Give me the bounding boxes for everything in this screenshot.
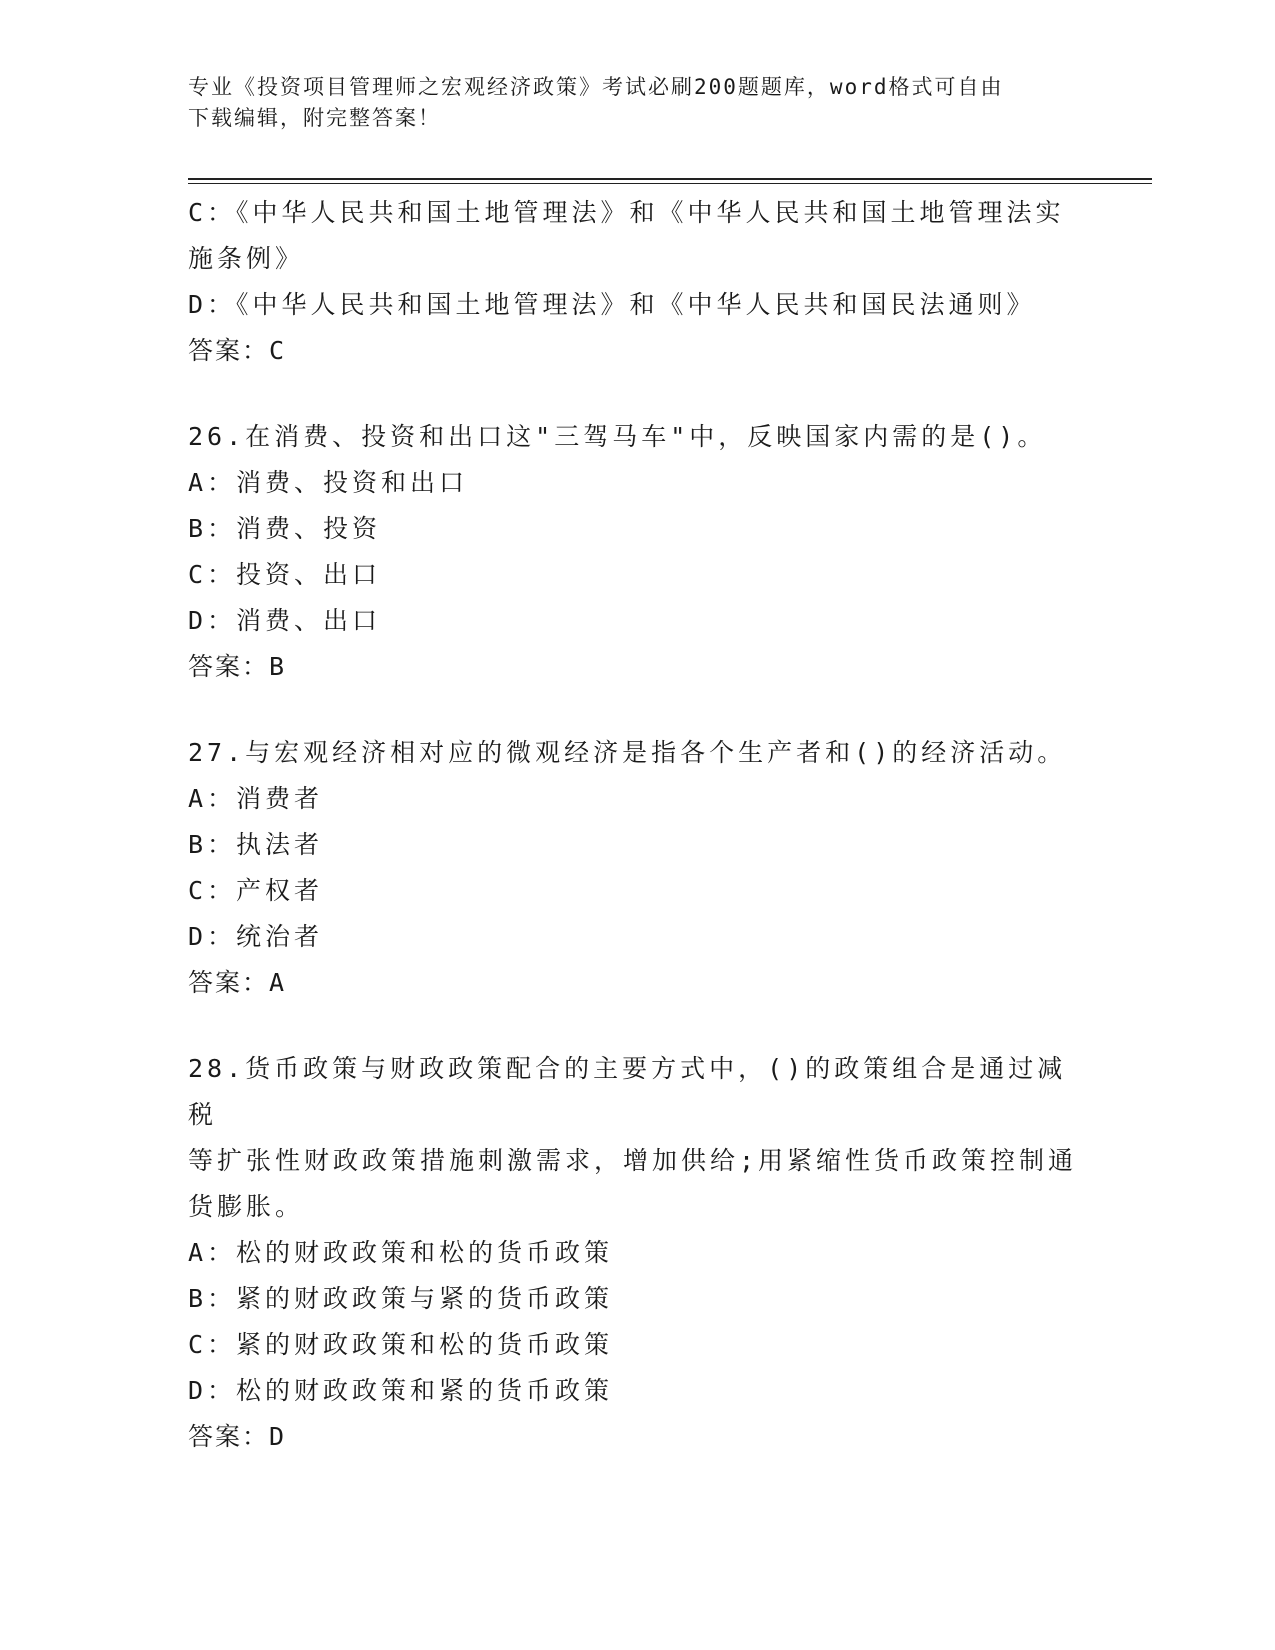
question-stem-line-3: 货膨胀。 [188, 1192, 305, 1221]
question-content [188, 190, 1088, 1460]
answer: 答案：C [188, 336, 287, 365]
question-26 [188, 414, 1088, 690]
option-a: A：消费者 [188, 784, 324, 813]
question-stem: 26.在消费、投资和出口这"三驾马车"中，反映国家内需的是()。 [188, 422, 1047, 451]
answer: 答案：A [188, 968, 287, 997]
answer: 答案：D [188, 1422, 287, 1451]
option-b: B：执法者 [188, 830, 324, 859]
question-25-tail [188, 190, 1088, 374]
header-title-line-2: 下载编辑，附完整答案！ [188, 106, 441, 130]
document-header [188, 72, 1068, 134]
question-27 [188, 730, 1088, 1006]
answer: 答案：B [188, 652, 287, 681]
header-divider-thick [188, 178, 1152, 180]
option-b: B：消费、投资 [188, 514, 382, 543]
option-a: A：松的财政政策和松的货币政策 [188, 1238, 614, 1267]
option-a: A：消费、投资和出口 [188, 468, 469, 497]
option-c-line-1: C：《中华人民共和国土地管理法》和《中华人民共和国土地管理法实 [188, 198, 1065, 227]
option-d: D：《中华人民共和国土地管理法》和《中华人民共和国民法通则》 [188, 290, 1036, 319]
header-divider-thin [188, 183, 1152, 184]
option-c: C：紧的财政政策和松的货币政策 [188, 1330, 614, 1359]
option-d: D：统治者 [188, 922, 324, 951]
header-title-line-1: 专业《投资项目管理师之宏观经济政策》考试必刷200题题库，word格式可自由 [188, 75, 1004, 99]
option-d: D：松的财政政策和紧的货币政策 [188, 1376, 614, 1405]
option-d: D：消费、出口 [188, 606, 382, 635]
option-c: C：产权者 [188, 876, 324, 905]
question-stem-line-1: 28.货币政策与财政政策配合的主要方式中，()的政策组合是通过减税 [188, 1054, 1067, 1129]
question-stem-line-2: 等扩张性财政政策措施刺激需求，增加供给;用紧缩性货币政策控制通 [188, 1146, 1078, 1175]
option-c-line-2: 施条例》 [188, 244, 305, 273]
question-28 [188, 1046, 1088, 1460]
option-b: B：紧的财政政策与紧的货币政策 [188, 1284, 614, 1313]
question-stem: 27.与宏观经济相对应的微观经济是指各个生产者和()的经济活动。 [188, 738, 1067, 767]
option-c: C：投资、出口 [188, 560, 382, 589]
